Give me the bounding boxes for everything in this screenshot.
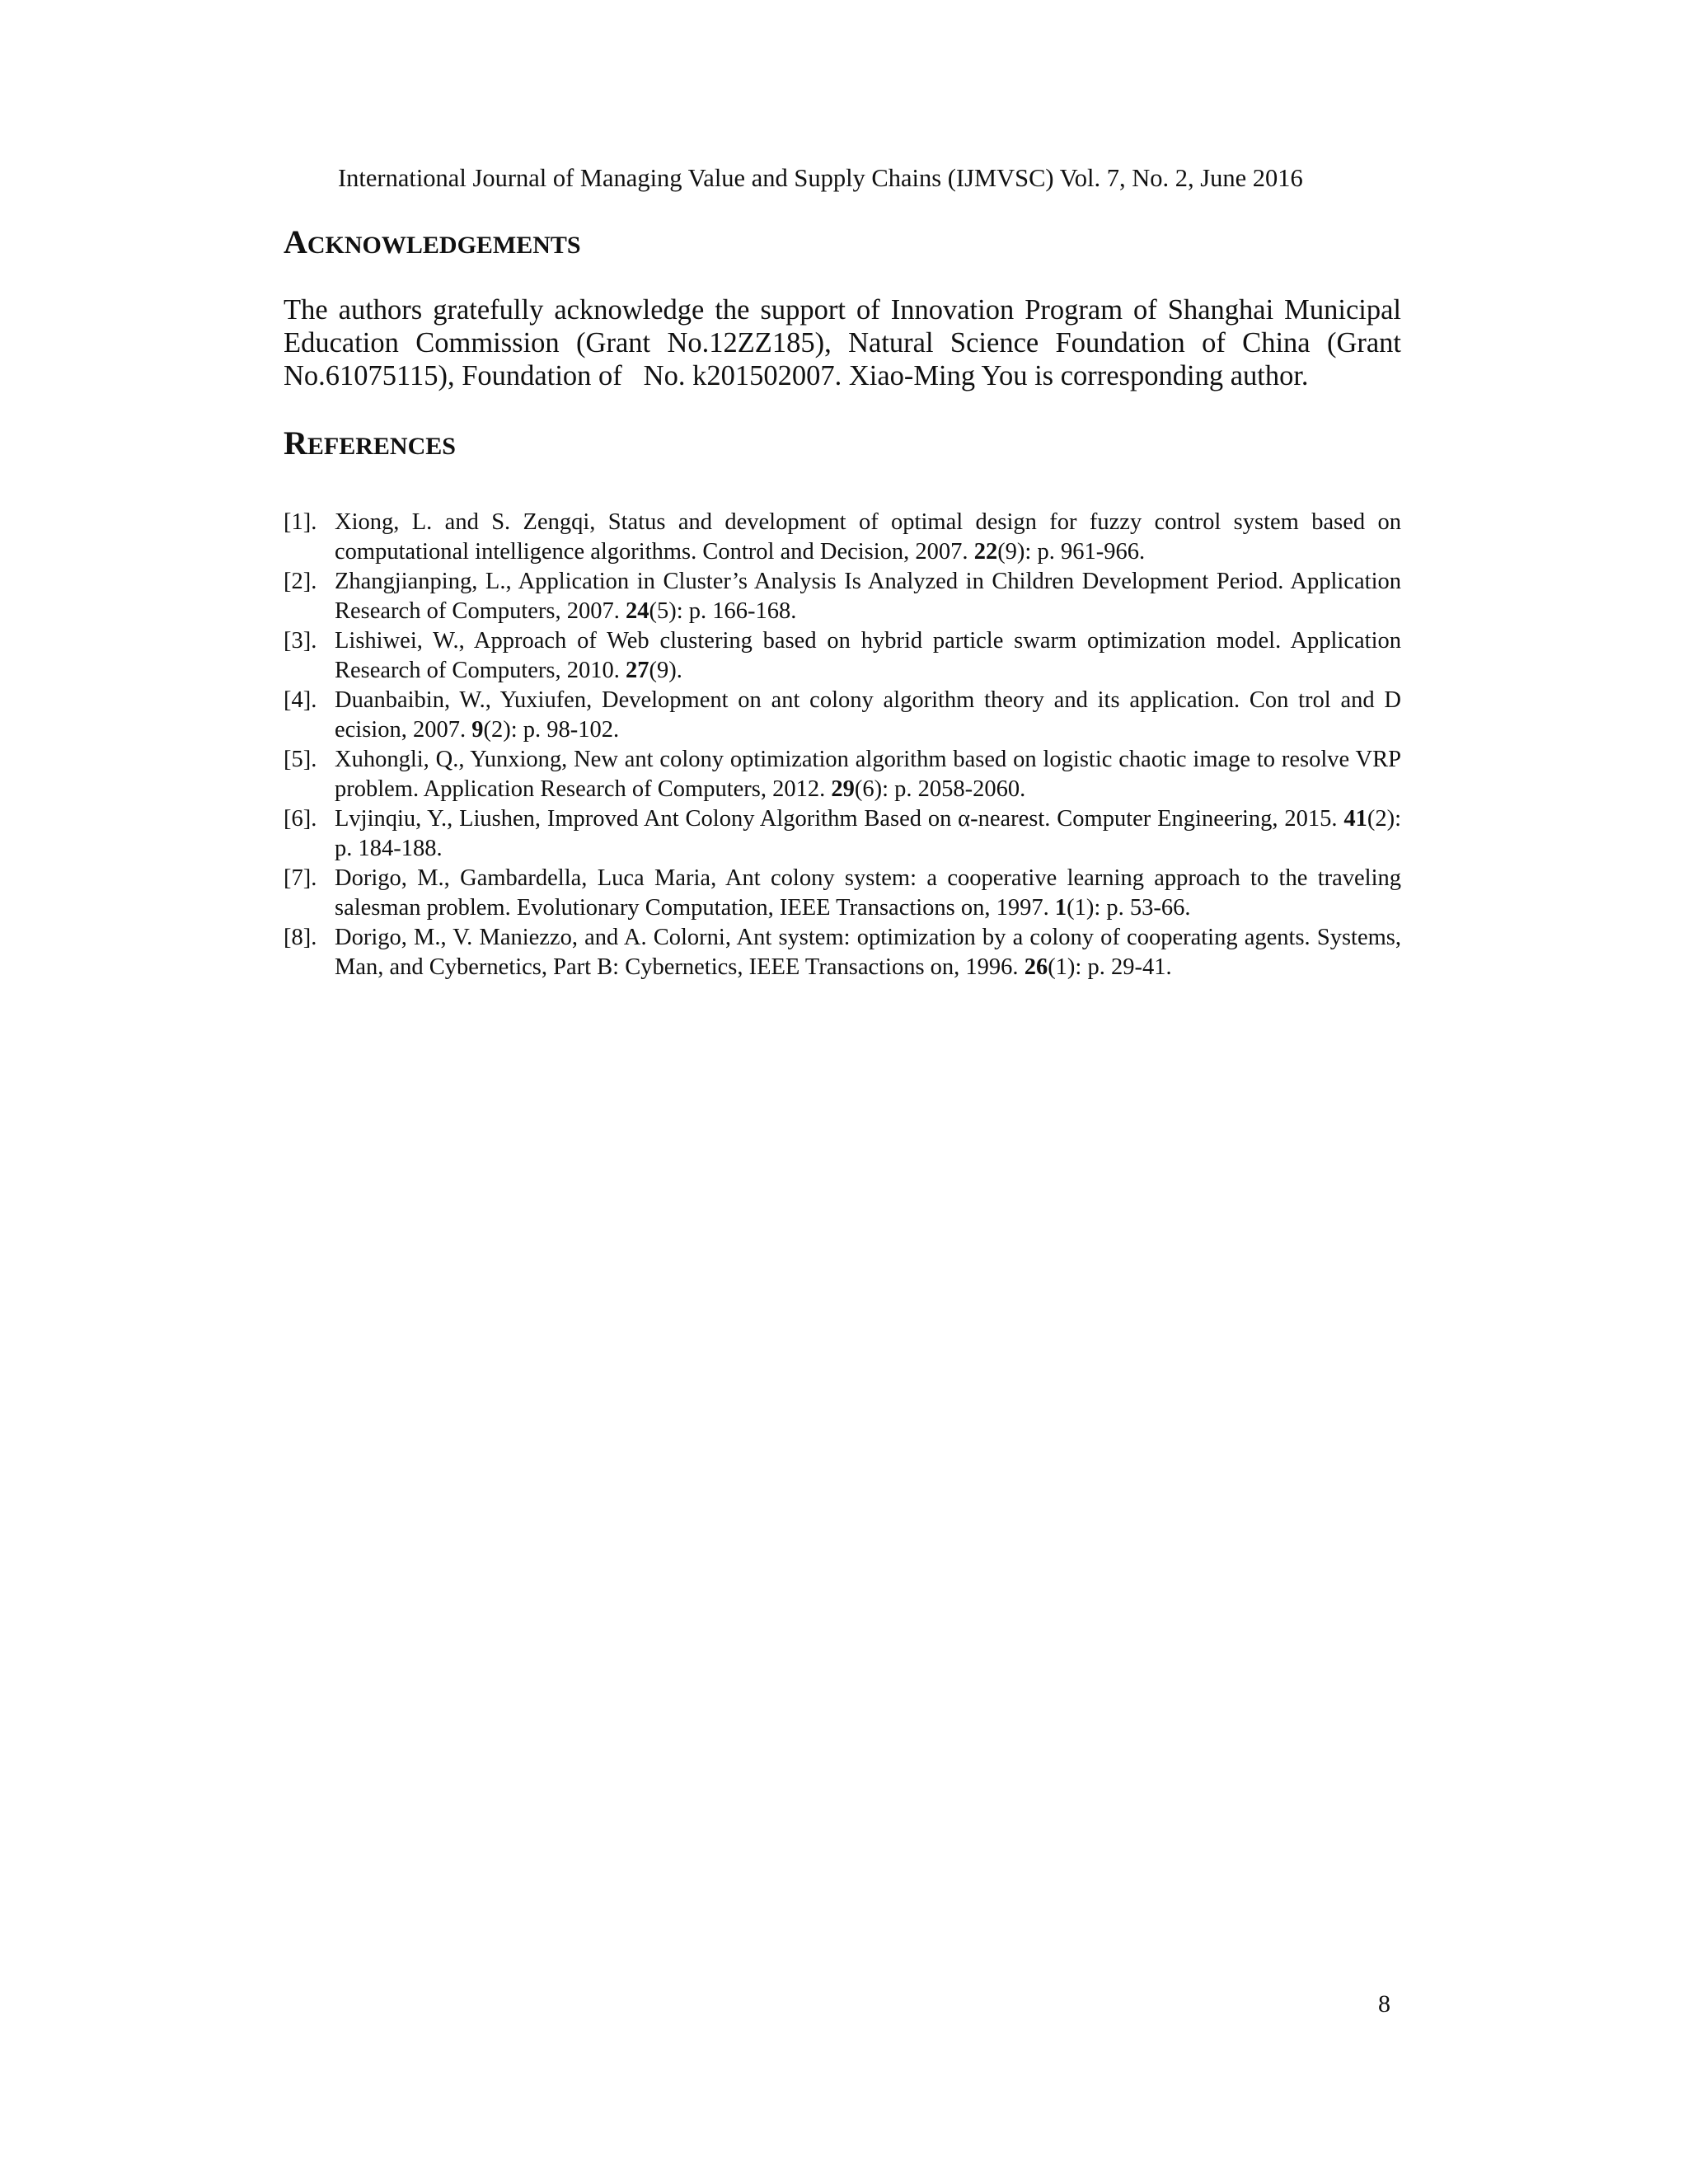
references-heading-rest: EFERENCES <box>307 433 456 460</box>
reference-item <box>284 804 1401 864</box>
acknowledgements-heading <box>284 223 581 262</box>
reference-text: Xuhongli, Q., Yunxiong, New ant colony optimization algorithm based on logistic chaotic image to resolve VRP problem. Application Research of Computers, 2012. 29(6): p. 2058-2060. <box>335 747 1401 802</box>
reference-item <box>284 686 1401 745</box>
reference-item <box>284 508 1401 567</box>
reference-volume: 29 <box>831 776 855 802</box>
reference-number: [4]. <box>284 687 317 713</box>
reference-volume: 41 <box>1343 806 1367 832</box>
reference-number: [1]. <box>284 509 317 535</box>
reference-text: Lishiwei, W., Approach of Web clustering based on hybrid particle swarm optimization model. Application Research of Computers, 2010. 27(9). <box>335 628 1401 683</box>
reference-item <box>284 626 1401 686</box>
page-number: 8 <box>1378 1990 1390 2018</box>
reference-volume: 24 <box>626 598 649 624</box>
reference-volume: 22 <box>973 539 998 565</box>
references-heading <box>284 424 456 463</box>
reference-text: Zhangjianping, L., Application in Cluster’s Analysis Is Analyzed in Children Development Period. Application Research of Computers, 2007. 24(5): p. 166-168. <box>335 569 1401 624</box>
reference-text: Xiong, L. and S. Zengqi, Status and development of optimal design for fuzzy control system based on computational intelligence algorithms. Control and Decision, 2007. 22(9): p. 961-966. <box>335 509 1401 565</box>
reference-number: [5]. <box>284 747 317 772</box>
acknowledgements-text: The authors gratefully acknowledge the support of Innovation Program of Shanghai Municipal Education Commission (Grant No.12ZZ185), Natural Science Foundation of China (Grant No.61075115), Foundation of No. k201502007. Xiao-Ming You is corresponding author. <box>284 294 1401 391</box>
reference-number: [8]. <box>284 925 317 950</box>
acknowledgements-heading-rest: CKNOWLEDGEMENTS <box>307 232 581 259</box>
reference-item <box>284 567 1401 626</box>
reference-text: Dorigo, M., V. Maniezzo, and A. Colorni, Ant system: optimization by a colony of cooperating agents. Systems, Man, and Cybernetics, Part B: Cybernetics, IEEE Transactions on, 1996. 26(1): p. 29-41. <box>335 925 1401 980</box>
reference-volume: 9 <box>471 717 484 743</box>
reference-volume: 26 <box>1024 954 1048 980</box>
reference-volume: 1 <box>1054 895 1067 921</box>
reference-number: [2]. <box>284 569 317 594</box>
reference-number: [6]. <box>284 806 317 832</box>
reference-item <box>284 864 1401 923</box>
reference-text: Dorigo, M., Gambardella, Luca Maria, Ant colony system: a cooperative learning approach to the traveling salesman problem. Evolutionary Computation, IEEE Transactions on, 1997. 1(1): p. 53-66. <box>335 865 1401 921</box>
reference-item <box>284 923 1401 982</box>
reference-item <box>284 745 1401 804</box>
reference-text: Lvjinqiu, Y., Liushen, Improved Ant Colony Algorithm Based on α-nearest. Computer Engineering, 2015. 41(2): p. 184-188. <box>335 806 1401 861</box>
reference-number: [3]. <box>284 628 317 654</box>
references-heading-initial: R <box>284 424 307 462</box>
reference-text: Duanbaibin, W., Yuxiufen, Development on ant colony algorithm theory and its application. Con trol and D ecision, 2007. 9(2): p. 98-102. <box>335 687 1401 743</box>
reference-list <box>284 508 1401 982</box>
reference-volume: 27 <box>626 658 649 683</box>
running-header: International Journal of Managing Value and Supply Chains (IJMVSC) Vol. 7, No. 2, June 2016 <box>338 164 1303 192</box>
reference-number: [7]. <box>284 865 317 891</box>
acknowledgements-heading-initial: A <box>284 223 307 260</box>
